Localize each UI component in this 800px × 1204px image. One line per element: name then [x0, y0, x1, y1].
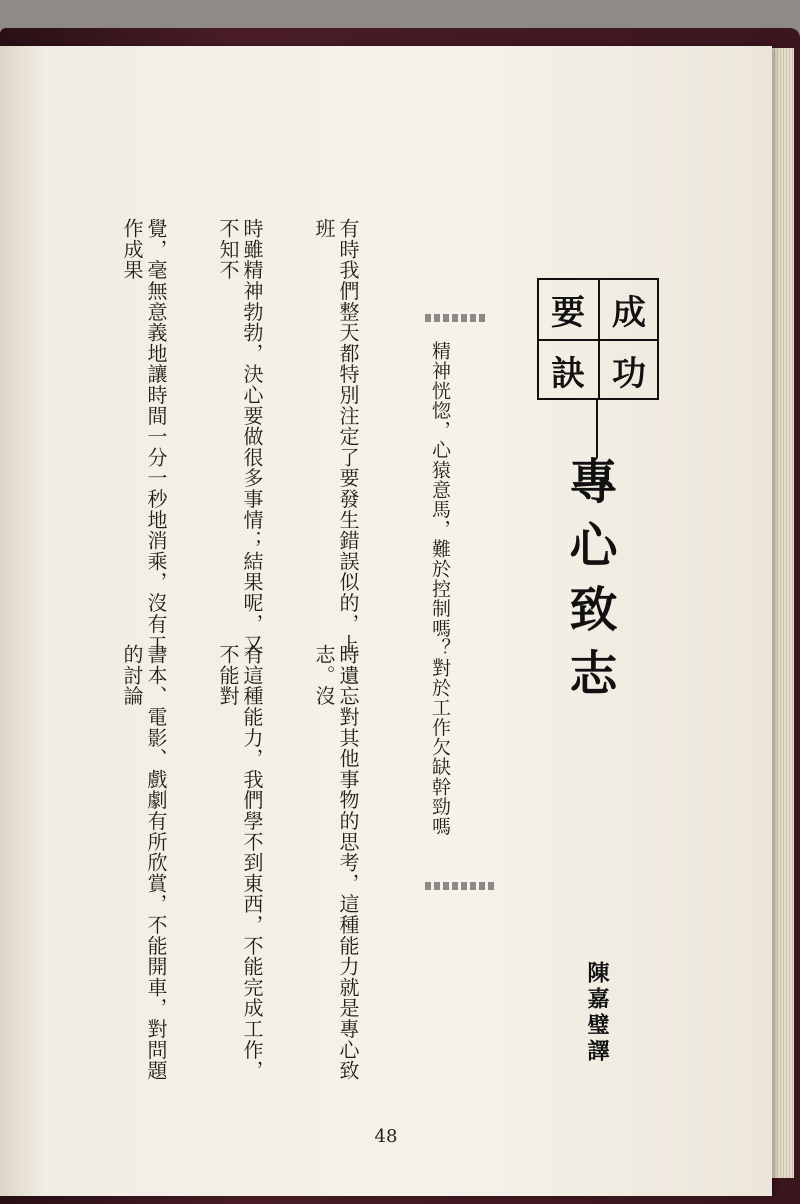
section-label-char: 功	[612, 353, 646, 394]
body-line: 覺，毫無意義地讓時間一分一秒地消乘，沒有工作成果	[120, 218, 168, 655]
body-line: 時雖精神勃勃，決心要做很多事情；結果呢，又不知不	[216, 218, 264, 655]
section-label-char: 訣	[551, 353, 585, 394]
section-label-char: 要	[551, 292, 585, 333]
body-line: 有這種能力，我們學不到東西，不能完成工作，不能對	[216, 644, 264, 1081]
body-line: 有時我們整天都特別注定了要發生錯誤似的，上班	[312, 218, 360, 655]
page-number: 48	[374, 1126, 398, 1147]
body-text-lower	[78, 644, 408, 1094]
translator-credit: 陳嘉璧譯	[584, 961, 610, 1065]
intro-text	[420, 341, 520, 881]
book-page	[0, 46, 772, 1196]
section-label-char: 成	[612, 292, 646, 333]
intro-top-ornament	[425, 314, 485, 322]
body-line: 書本、電影、戲劇有所欣賞，不能開車，對問題的討論	[120, 644, 168, 1081]
section-label-box	[537, 278, 659, 400]
intro-bottom-ornament	[425, 882, 495, 890]
body-text-upper	[78, 218, 408, 668]
article-title: 專心致志	[561, 456, 617, 712]
intro-line: 精神恍惚，心猿意馬，難於控制嗎？對於工作欠缺幹勁嗎	[429, 341, 451, 836]
title-connector-line	[596, 400, 598, 458]
body-line: 時遺忘對其他事物的思考，這種能力就是專心致志。沒	[312, 644, 360, 1081]
